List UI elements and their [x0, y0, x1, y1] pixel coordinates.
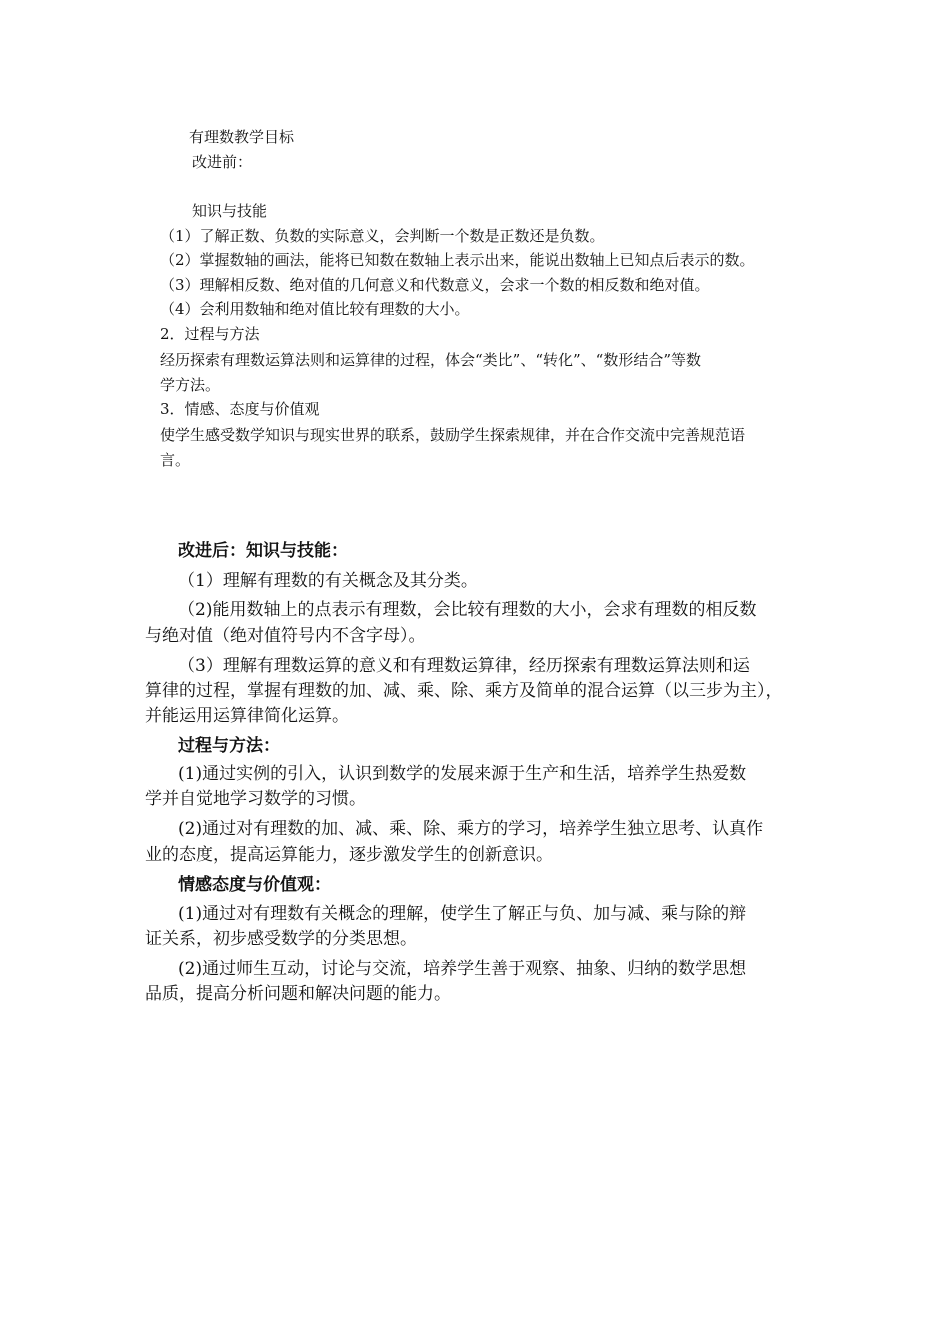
- before-emotion-text-1: 使学生感受数学知识与现实世界的联系，鼓励学生探索规律，并在合作交流中完善规范语: [160, 426, 746, 444]
- before-emotion-text-2: 言。: [160, 451, 191, 469]
- after-emotion-1-line-2: 证关系，初步感受数学的分类思想。: [145, 929, 417, 949]
- before-item-3: （3）理解相反数、绝对值的几何意义和代数意义，会求一个数的相反数和绝对值。: [160, 276, 710, 294]
- after-knowledge-3-line-2: 算律的过程，掌握有理数的加、减、乘、除、乘方及简单的混合运算（以三步为主），: [145, 681, 783, 701]
- after-emotion-1-line-1: (1)通过对有理数有关概念的理解，使学生了解正与负、加与减、乘与除的辩: [178, 904, 747, 924]
- after-emotion-2-line-1: (2)通过师生互动，讨论与交流，培养学生善于观察、抽象、归纳的数学思想: [178, 959, 747, 979]
- after-knowledge-2-line-2: 与绝对值（绝对值符号内不含字母）。: [145, 626, 426, 646]
- after-knowledge-3-line-3: 并能运用运算律简化运算。: [145, 706, 349, 726]
- doc-title: 有理数教学目标: [189, 128, 295, 146]
- before-knowledge-heading: 知识与技能: [192, 202, 268, 220]
- after-process-1-line-2: 学并自觉地学习数学的习惯。: [145, 789, 366, 809]
- after-emotion-2-line-2: 品质，提高分析问题和解决问题的能力。: [145, 984, 451, 1004]
- after-knowledge-1: （1）理解有理数的有关概念及其分类。: [178, 571, 478, 591]
- after-heading: 改进后：知识与技能：: [178, 541, 348, 561]
- before-item-2: （2）掌握数轴的画法，能将已知数在数轴上表示出来，能说出数轴上已知点后表示的数。: [160, 251, 755, 269]
- before-process-text-1: 经历探索有理数运算法则和运算律的过程，体会“类比”、“转化”、“数形结合”等数: [160, 351, 702, 369]
- before-process-text-2: 学方法。: [160, 376, 221, 394]
- after-process-2-line-2: 业的态度，提高运算能力，逐步激发学生的创新意识。: [145, 845, 553, 865]
- before-item-1: （1）了解正数、负数的实际意义，会判断一个数是正数还是负数。: [160, 227, 605, 245]
- before-emotion-heading: 3．情感、态度与价值观: [160, 400, 320, 418]
- before-label: 改进前：: [192, 153, 253, 171]
- before-process-heading: 2．过程与方法: [160, 325, 260, 343]
- after-process-2-line-1: (2)通过对有理数的加、减、乘、除、乘方的学习，培养学生独立思考、认真作: [178, 819, 764, 839]
- after-process-heading: 过程与方法：: [178, 736, 280, 756]
- before-item-4: （4）会利用数轴和绝对值比较有理数的大小。: [160, 300, 470, 318]
- after-process-1-line-1: (1)通过实例的引入，认识到数学的发展来源于生产和生活，培养学生热爱数: [178, 764, 747, 784]
- after-knowledge-3-line-1: （3）理解有理数运算的意义和有理数运算律，经历探索有理数运算法则和运: [178, 656, 750, 676]
- after-emotion-heading: 情感态度与价值观：: [178, 875, 331, 895]
- after-knowledge-2-line-1: （2)能用数轴上的点表示有理数，会比较有理数的大小，会求有理数的相反数: [178, 600, 757, 620]
